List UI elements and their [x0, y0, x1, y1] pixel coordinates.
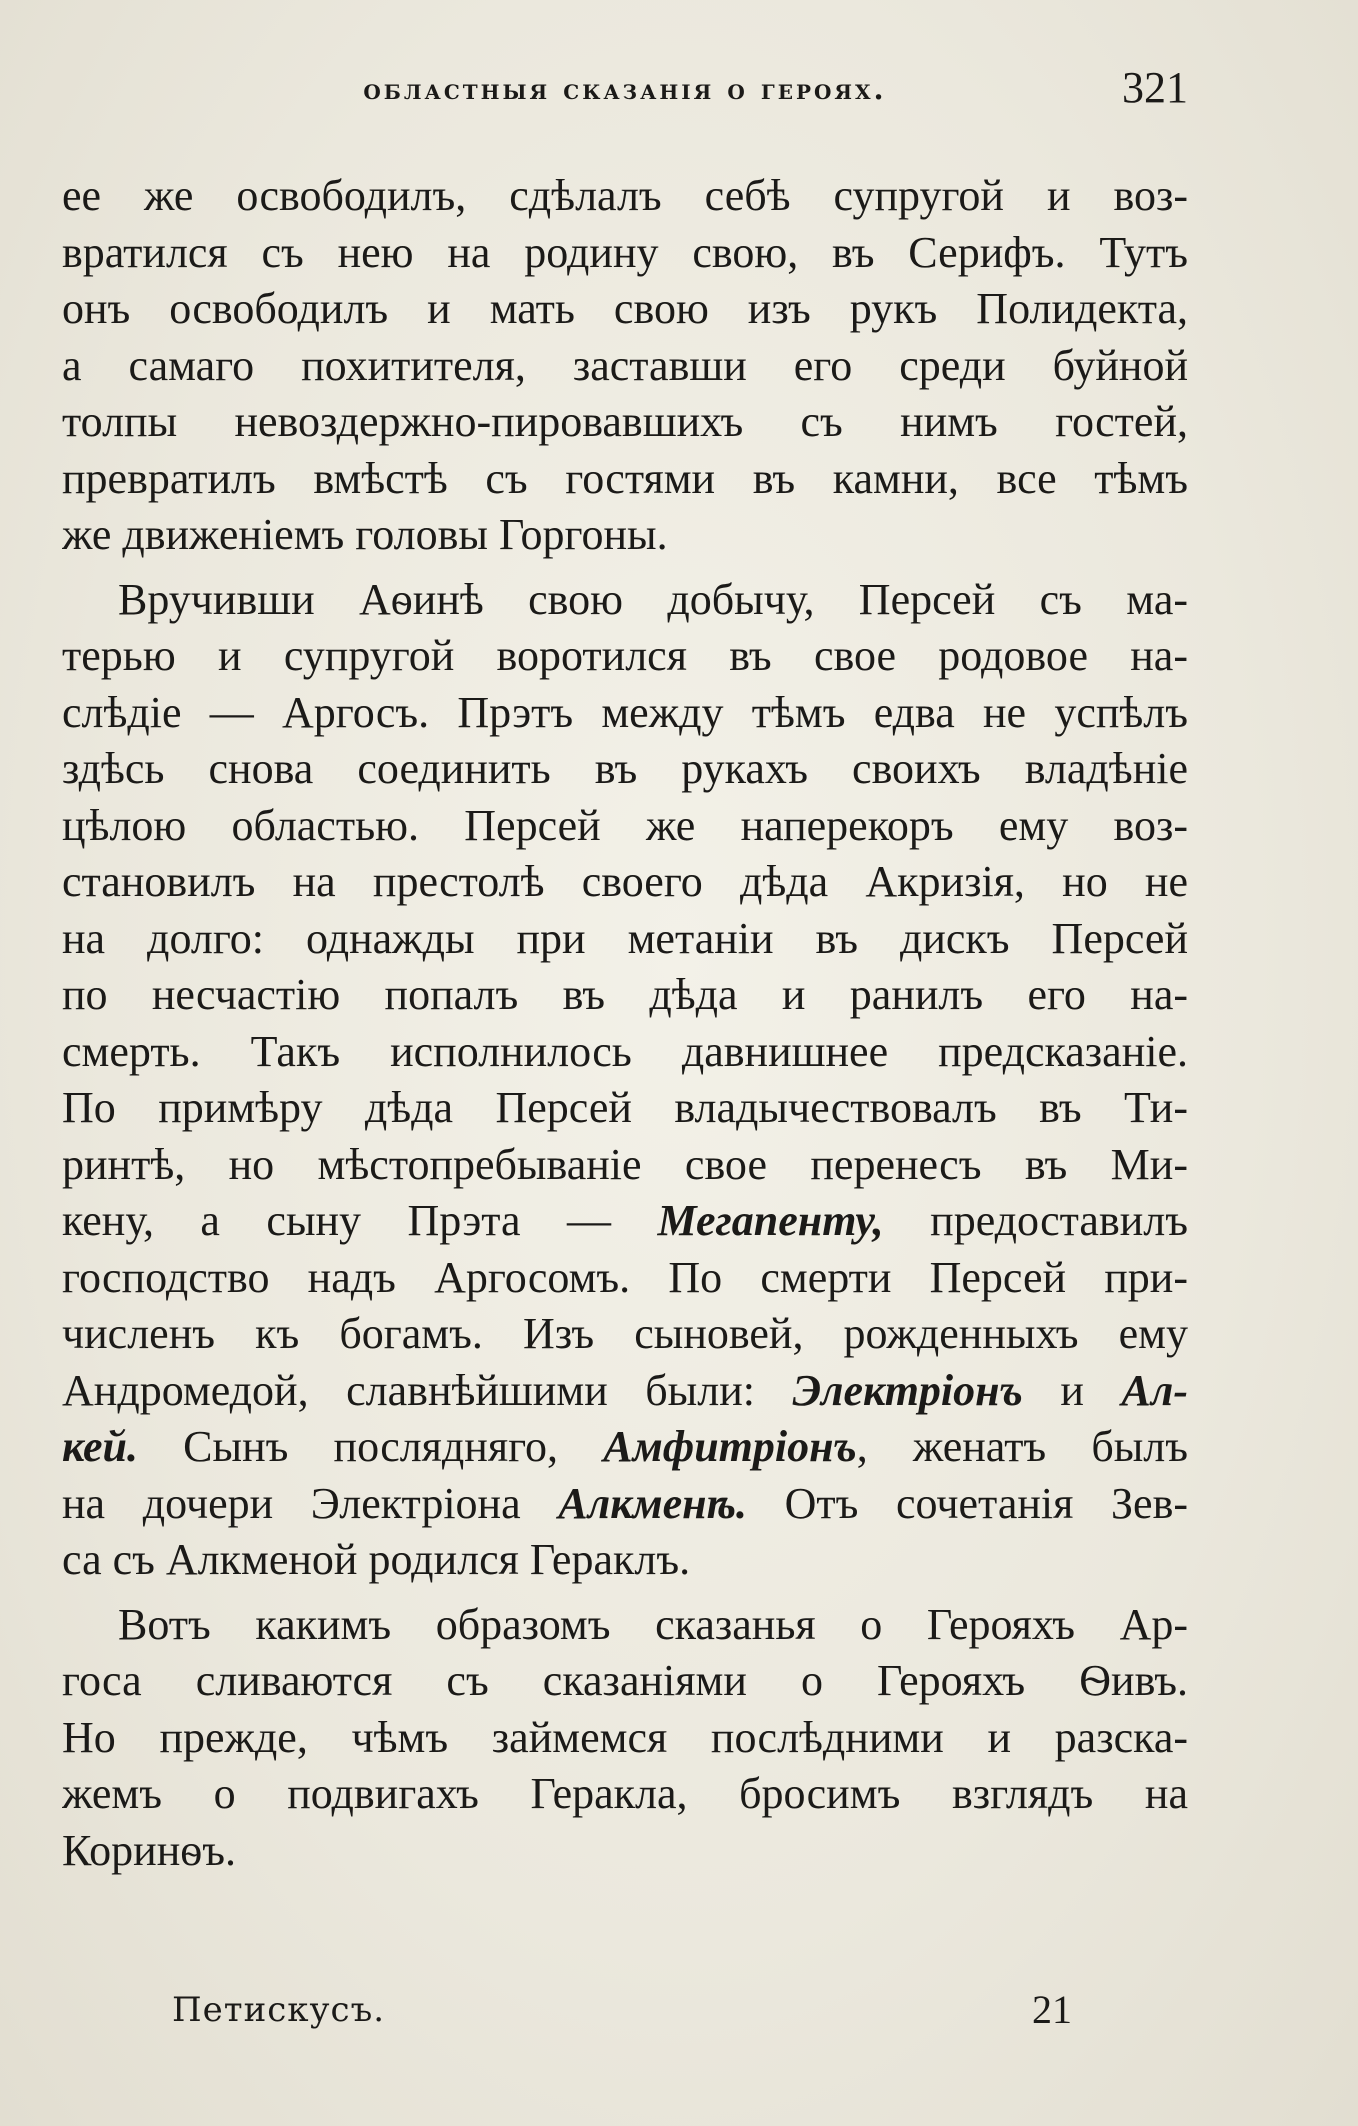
text-line	[62, 1080, 1188, 1137]
text-run: вратился съ нею на родину свою, въ Серифъ. Тутъ	[62, 227, 1188, 277]
text-run: на долго: однажды при метаніи въ дискъ Персей	[62, 913, 1188, 963]
text-line	[62, 572, 1188, 629]
text-run: Андромедой, славнѣйшими были:	[62, 1365, 793, 1415]
italic-name: Мегапенту,	[657, 1196, 884, 1245]
signature-number: 21	[1032, 1987, 1072, 2032]
text-line	[62, 1710, 1188, 1767]
text-line	[62, 1823, 1188, 1880]
text-line	[62, 1653, 1188, 1710]
text-run: численъ къ богамъ. Изъ сыновей, рожденныхъ ему	[62, 1309, 1188, 1358]
paragraph	[62, 572, 1188, 1589]
text-run: на дочери Электріона	[62, 1478, 559, 1528]
text-run: Но прежде, чѣмъ займемся послѣдними и разска-	[62, 1712, 1188, 1762]
text-run: же движеніемъ головы Горгоны.	[62, 510, 668, 559]
text-line	[62, 1024, 1188, 1081]
text-line	[62, 911, 1188, 968]
text-line	[62, 281, 1188, 338]
paragraph	[62, 1597, 1188, 1880]
text-run: по несчастію попалъ въ дѣда и ранилъ его на-	[62, 970, 1188, 1019]
text-line	[62, 1419, 1188, 1476]
text-run: смерть. Такъ исполнилось давнишнее предсказаніе.	[62, 1026, 1188, 1076]
text-run: са съ Алкменой родился Гераклъ.	[62, 1535, 691, 1584]
text-line	[62, 1532, 1188, 1589]
text-line	[62, 394, 1188, 451]
text-line	[62, 451, 1188, 508]
text-run: предоставилъ	[883, 1196, 1188, 1245]
text-run: По примѣру дѣда Персей владычествовалъ въ Ти-	[62, 1083, 1188, 1132]
text-run: госа сливаются съ сказаніями о Герояхъ Ѳивъ.	[62, 1656, 1188, 1705]
text-line	[62, 338, 1188, 395]
text-run: Отъ сочетанія Зев-	[746, 1478, 1188, 1528]
italic-name: Ал-	[1121, 1365, 1188, 1415]
text-line	[62, 967, 1188, 1024]
text-run: Вотъ какимъ образомъ сказанья о Герояхъ Ар-	[118, 1599, 1188, 1649]
paragraph	[62, 168, 1188, 564]
text-run: господство надъ Аргосомъ. По смерти Персей при-	[62, 1252, 1188, 1302]
text-line	[62, 798, 1188, 855]
text-run: Сынъ послядняго,	[138, 1422, 604, 1471]
italic-name: Электріонъ	[792, 1365, 1023, 1415]
italic-name: Амфитріонъ	[603, 1422, 857, 1471]
text-run: становилъ на престолѣ своего дѣда Акризія, но не	[62, 857, 1188, 906]
text-line	[62, 741, 1188, 798]
text-line	[62, 854, 1188, 911]
text-line	[62, 685, 1188, 742]
text-line	[62, 628, 1188, 685]
text-run: Коринѳъ.	[62, 1825, 237, 1875]
text-run: онъ освободилъ и мать свою изъ рукъ Полидекта,	[62, 284, 1188, 333]
body-text	[62, 168, 1188, 1879]
text-run: терью и супругой воротился въ свое родовое на-	[62, 631, 1188, 680]
text-line	[62, 225, 1188, 282]
italic-name: кей.	[62, 1422, 138, 1471]
text-line	[62, 1193, 1188, 1250]
paragraph-gap	[62, 564, 1188, 572]
text-run: цѣлою областью. Персей же наперекоръ ему воз-	[62, 800, 1188, 850]
signature-mark: Петискусъ.	[172, 1990, 386, 2030]
text-run: ее же освободилъ, сдѣлалъ себѣ супругой и воз-	[62, 171, 1188, 220]
text-run: превратилъ вмѣстѣ съ гостями въ камни, все тѣмъ	[62, 453, 1188, 503]
text-run: а самаго похитителя, заставши его среди буйной	[62, 340, 1188, 390]
text-line	[62, 1137, 1188, 1194]
text-line	[62, 1476, 1188, 1533]
text-run: толпы невоздержно-пировавшихъ съ нимъ гостей,	[62, 397, 1188, 446]
text-line	[62, 1250, 1188, 1307]
paragraph-gap	[62, 1589, 1188, 1597]
text-run: ринтѣ, но мѣстопребываніе свое перенесъ въ Ми-	[62, 1139, 1188, 1189]
page-number: 321	[1122, 63, 1188, 112]
text-run: кену, а сыну Прэта —	[62, 1196, 658, 1245]
text-run: здѣсь снова соединить въ рукахъ своихъ владѣніе	[62, 744, 1188, 793]
text-run: , женатъ былъ	[856, 1422, 1188, 1471]
text-line	[62, 1363, 1188, 1420]
running-header	[62, 62, 1188, 122]
italic-name: Алкменѣ.	[558, 1478, 747, 1528]
text-run: и	[1022, 1365, 1122, 1415]
text-line	[62, 1306, 1188, 1363]
text-line	[62, 1597, 1188, 1654]
text-run: жемъ о подвигахъ Геракла, бросимъ взглядъ на	[62, 1769, 1188, 1818]
text-line	[62, 1766, 1188, 1823]
text-run: Вручивши Аѳинѣ свою добычу, Персей съ ма-	[118, 574, 1188, 624]
text-run: слѣдіе — Аргосъ. Прэтъ между тѣмъ едва не успѣлъ	[62, 687, 1188, 737]
text-line	[62, 168, 1188, 225]
page-footer	[62, 1987, 1188, 2040]
text-line	[62, 507, 1188, 564]
running-title: областныя сказанія о героях.	[363, 72, 887, 106]
